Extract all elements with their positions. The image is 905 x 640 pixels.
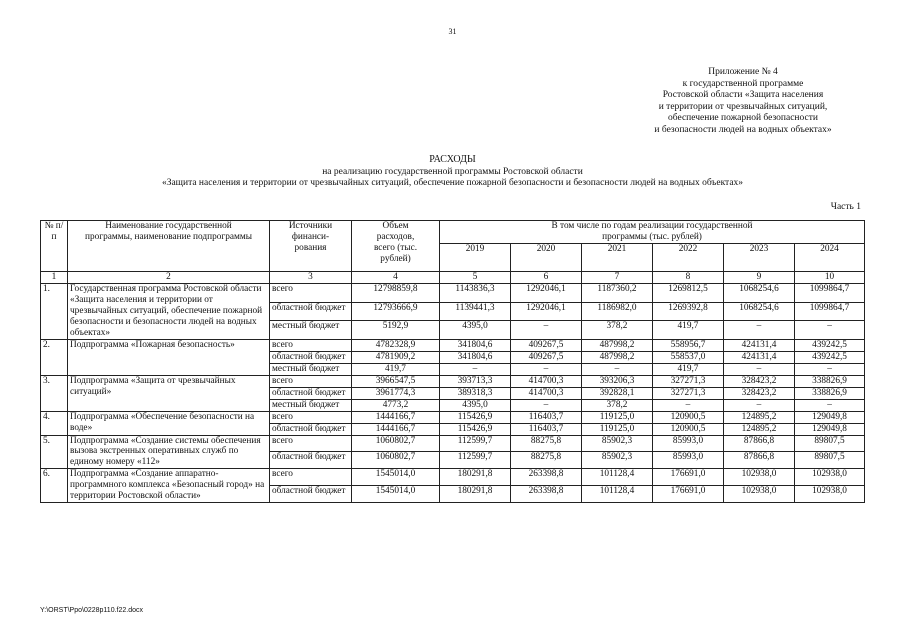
column-number: 7 <box>582 271 653 283</box>
header-year: 2020 <box>511 243 582 271</box>
year-value: 102938,0 <box>724 486 795 503</box>
year-value: 424131,4 <box>724 351 795 363</box>
year-value: 341804,6 <box>440 351 511 363</box>
total-value: 4782328,9 <box>352 339 440 351</box>
total-value: 419,7 <box>352 363 440 375</box>
funding-source: областной бюджет <box>270 452 352 469</box>
year-value: 419,7 <box>653 321 724 340</box>
year-value: 1139441,3 <box>440 302 511 321</box>
year-value: 102938,0 <box>724 469 795 486</box>
year-value: 558956,7 <box>653 339 724 351</box>
year-value: 85902,3 <box>582 435 653 452</box>
year-value: 116403,7 <box>511 411 582 423</box>
column-number: 8 <box>653 271 724 283</box>
year-value: 439242,5 <box>795 351 865 363</box>
year-value: – <box>653 399 724 411</box>
year-value: 115426,9 <box>440 423 511 435</box>
program-name: Подпрограмма «Пожарная безопасность» <box>68 339 270 375</box>
funding-source: областной бюджет <box>270 302 352 321</box>
year-value: 414700,3 <box>511 387 582 399</box>
year-value: 392828,1 <box>582 387 653 399</box>
year-value: 393206,3 <box>582 375 653 387</box>
program-name: Подпрограмма «Защита от чрезвычайных ситуаций» <box>68 375 270 411</box>
year-value: 338826,9 <box>795 375 865 387</box>
year-value: 409267,5 <box>511 339 582 351</box>
year-value: 180291,8 <box>440 469 511 486</box>
year-value: 393713,3 <box>440 375 511 387</box>
year-value: – <box>582 363 653 375</box>
year-value: 115426,9 <box>440 411 511 423</box>
year-value: 1292046,1 <box>511 283 582 302</box>
column-number: 9 <box>724 271 795 283</box>
table-row <box>41 283 865 302</box>
total-value: 12798859,8 <box>352 283 440 302</box>
part-label: Часть 1 <box>830 202 861 212</box>
year-value: 328423,2 <box>724 375 795 387</box>
total-value: 1060802,7 <box>352 435 440 452</box>
year-value: – <box>511 363 582 375</box>
year-value: 1186982,0 <box>582 302 653 321</box>
header-year: 2019 <box>440 243 511 271</box>
year-value: 378,2 <box>582 321 653 340</box>
year-value: 89807,5 <box>795 452 865 469</box>
funding-source: всего <box>270 339 352 351</box>
header-source: Источники финанси-рования <box>270 221 352 272</box>
document-title <box>0 154 905 190</box>
year-value: 102938,0 <box>795 469 865 486</box>
year-value: 1068254,6 <box>724 283 795 302</box>
header-num: № п/п <box>41 221 68 272</box>
total-value: 1444166,7 <box>352 423 440 435</box>
year-value: 1292046,1 <box>511 302 582 321</box>
funding-source: всего <box>270 283 352 302</box>
year-value: 263398,8 <box>511 469 582 486</box>
funding-source: областной бюджет <box>270 387 352 399</box>
year-value: 89807,5 <box>795 435 865 452</box>
funding-source: областной бюджет <box>270 351 352 363</box>
funding-source: всего <box>270 375 352 387</box>
funding-source: всего <box>270 435 352 452</box>
year-value: 1099864,7 <box>795 302 865 321</box>
year-value: 112599,7 <box>440 452 511 469</box>
year-value: 85902,3 <box>582 452 653 469</box>
year-value: 129049,8 <box>795 423 865 435</box>
year-value: 263398,8 <box>511 486 582 503</box>
header-year: 2024 <box>795 243 865 271</box>
year-value: – <box>795 321 865 340</box>
funding-source: местный бюджет <box>270 363 352 375</box>
total-value: 1444166,7 <box>352 411 440 423</box>
total-value: 1545014,0 <box>352 486 440 503</box>
header-year: 2022 <box>653 243 724 271</box>
year-value: 327271,3 <box>653 375 724 387</box>
column-number: 5 <box>440 271 511 283</box>
table-row <box>41 339 865 351</box>
year-value: 88275,8 <box>511 452 582 469</box>
year-value: 87866,8 <box>724 452 795 469</box>
header-name: Наименование государственной программы, наименование подпрограммы <box>68 221 270 272</box>
year-value: 419,7 <box>653 363 724 375</box>
total-value: 5192,9 <box>352 321 440 340</box>
year-value: 119125,0 <box>582 423 653 435</box>
year-value: 101128,4 <box>582 469 653 486</box>
total-value: 1545014,0 <box>352 469 440 486</box>
year-value: 1187360,2 <box>582 283 653 302</box>
year-value: 116403,7 <box>511 423 582 435</box>
year-value: 378,2 <box>582 399 653 411</box>
year-value: 85993,0 <box>653 435 724 452</box>
column-number: 6 <box>511 271 582 283</box>
row-number: 4. <box>41 411 68 435</box>
funding-source: всего <box>270 469 352 486</box>
year-value: 424131,4 <box>724 339 795 351</box>
year-value: 327271,3 <box>653 387 724 399</box>
year-value: – <box>724 321 795 340</box>
file-path-footer: Y:\ORST\Ppo\0228p110.f22.docx <box>40 607 143 614</box>
appendix-line: и безопасности людей на водных объектах» <box>654 124 832 135</box>
year-value: 409267,5 <box>511 351 582 363</box>
year-value: 119125,0 <box>582 411 653 423</box>
year-value: 176691,0 <box>653 486 724 503</box>
year-value: – <box>511 321 582 340</box>
year-value: 414700,3 <box>511 375 582 387</box>
table-row <box>41 469 865 486</box>
table-row <box>41 435 865 452</box>
column-number: 2 <box>68 271 270 283</box>
appendix-line: обеспечение пожарной безопасности <box>668 113 818 124</box>
funding-source: местный бюджет <box>270 399 352 411</box>
year-value: 341804,6 <box>440 339 511 351</box>
year-value: 1269392,8 <box>653 302 724 321</box>
row-number: 1. <box>41 283 68 339</box>
year-value: 487998,2 <box>582 351 653 363</box>
program-name: Подпрограмма «Обеспечение безопасности на воде» <box>68 411 270 435</box>
header-year: 2023 <box>724 243 795 271</box>
year-value: 558537,0 <box>653 351 724 363</box>
appendix-line: и территории от чрезвычайных ситуаций, <box>658 101 828 112</box>
year-value: 101128,4 <box>582 486 653 503</box>
appendix-note <box>623 67 863 136</box>
row-number: 6. <box>41 469 68 503</box>
total-value: 3966547,5 <box>352 375 440 387</box>
year-value: 389318,3 <box>440 387 511 399</box>
total-value: 3961774,3 <box>352 387 440 399</box>
year-value: 88275,8 <box>511 435 582 452</box>
year-value: 85993,0 <box>653 452 724 469</box>
table-row <box>41 375 865 387</box>
year-value: 1269812,5 <box>653 283 724 302</box>
year-value: 338826,9 <box>795 387 865 399</box>
year-value: – <box>440 363 511 375</box>
column-number: 10 <box>795 271 865 283</box>
row-number: 3. <box>41 375 68 411</box>
year-value: 487998,2 <box>582 339 653 351</box>
header-row <box>41 221 865 244</box>
expenses-table <box>40 220 865 503</box>
total-value: 4781909,2 <box>352 351 440 363</box>
title-line: на реализацию государственной программы Ростовской области <box>322 166 583 177</box>
year-value: 87866,8 <box>724 435 795 452</box>
year-value: 176691,0 <box>653 469 724 486</box>
funding-source: всего <box>270 411 352 423</box>
column-number: 4 <box>352 271 440 283</box>
year-value: 180291,8 <box>440 486 511 503</box>
year-value: 1099864,7 <box>795 283 865 302</box>
year-value: – <box>724 363 795 375</box>
year-value: 4395,0 <box>440 399 511 411</box>
title-main: РАСХОДЫ <box>429 154 476 165</box>
header-year: 2021 <box>582 243 653 271</box>
year-value: 124895,2 <box>724 423 795 435</box>
page-number: 31 <box>448 27 457 36</box>
appendix-line: к государственной программе <box>682 78 804 89</box>
year-value: – <box>511 399 582 411</box>
appendix-line: Приложение № 4 <box>708 67 778 77</box>
year-value: 439242,5 <box>795 339 865 351</box>
column-number: 3 <box>270 271 352 283</box>
year-value: 129049,8 <box>795 411 865 423</box>
program-name: Подпрограмма «Создание системы обеспечения вызова экстренных оперативных служб по единому номеру «112» <box>68 435 270 469</box>
appendix-line: Ростовской области «Защита населения <box>662 90 824 101</box>
year-value: 120900,5 <box>653 423 724 435</box>
year-value: – <box>795 363 865 375</box>
program-name: Государственная программа Ростовской области «Защита населения и территории от чрезвычайных ситуаций, обеспечение пожарной безопасности и безопасности людей на водных объектах» <box>68 283 270 339</box>
funding-source: местный бюджет <box>270 321 352 340</box>
row-number: 5. <box>41 435 68 469</box>
table-row <box>41 411 865 423</box>
total-value: 12793666,9 <box>352 302 440 321</box>
header-years-caption: В том числе по годам реализации государственной программы (тыс. рублей) <box>440 221 865 244</box>
funding-source: областной бюджет <box>270 423 352 435</box>
year-value: 102938,0 <box>795 486 865 503</box>
year-value: 1143836,3 <box>440 283 511 302</box>
total-value: 1060802,7 <box>352 452 440 469</box>
year-value: – <box>795 399 865 411</box>
column-number: 1 <box>41 271 68 283</box>
year-value: – <box>724 399 795 411</box>
row-number: 2. <box>41 339 68 375</box>
year-value: 120900,5 <box>653 411 724 423</box>
funding-source: областной бюджет <box>270 486 352 503</box>
year-value: 1068254,6 <box>724 302 795 321</box>
title-line: «Защита населения и территории от чрезвычайных ситуаций, обеспечение пожарной безопасности и безопасности людей на водных объектах» <box>161 178 744 189</box>
year-value: 4395,0 <box>440 321 511 340</box>
year-value: 328423,2 <box>724 387 795 399</box>
total-value: 4773,2 <box>352 399 440 411</box>
year-value: 112599,7 <box>440 435 511 452</box>
column-number-row <box>41 271 865 283</box>
header-total: Объем расходов, всего (тыс. рублей) <box>352 221 440 272</box>
year-value: 124895,2 <box>724 411 795 423</box>
program-name: Подпрограмма «Создание аппаратно-программного комплекса «Безопасный город» на территории Ростовской области» <box>68 469 270 503</box>
